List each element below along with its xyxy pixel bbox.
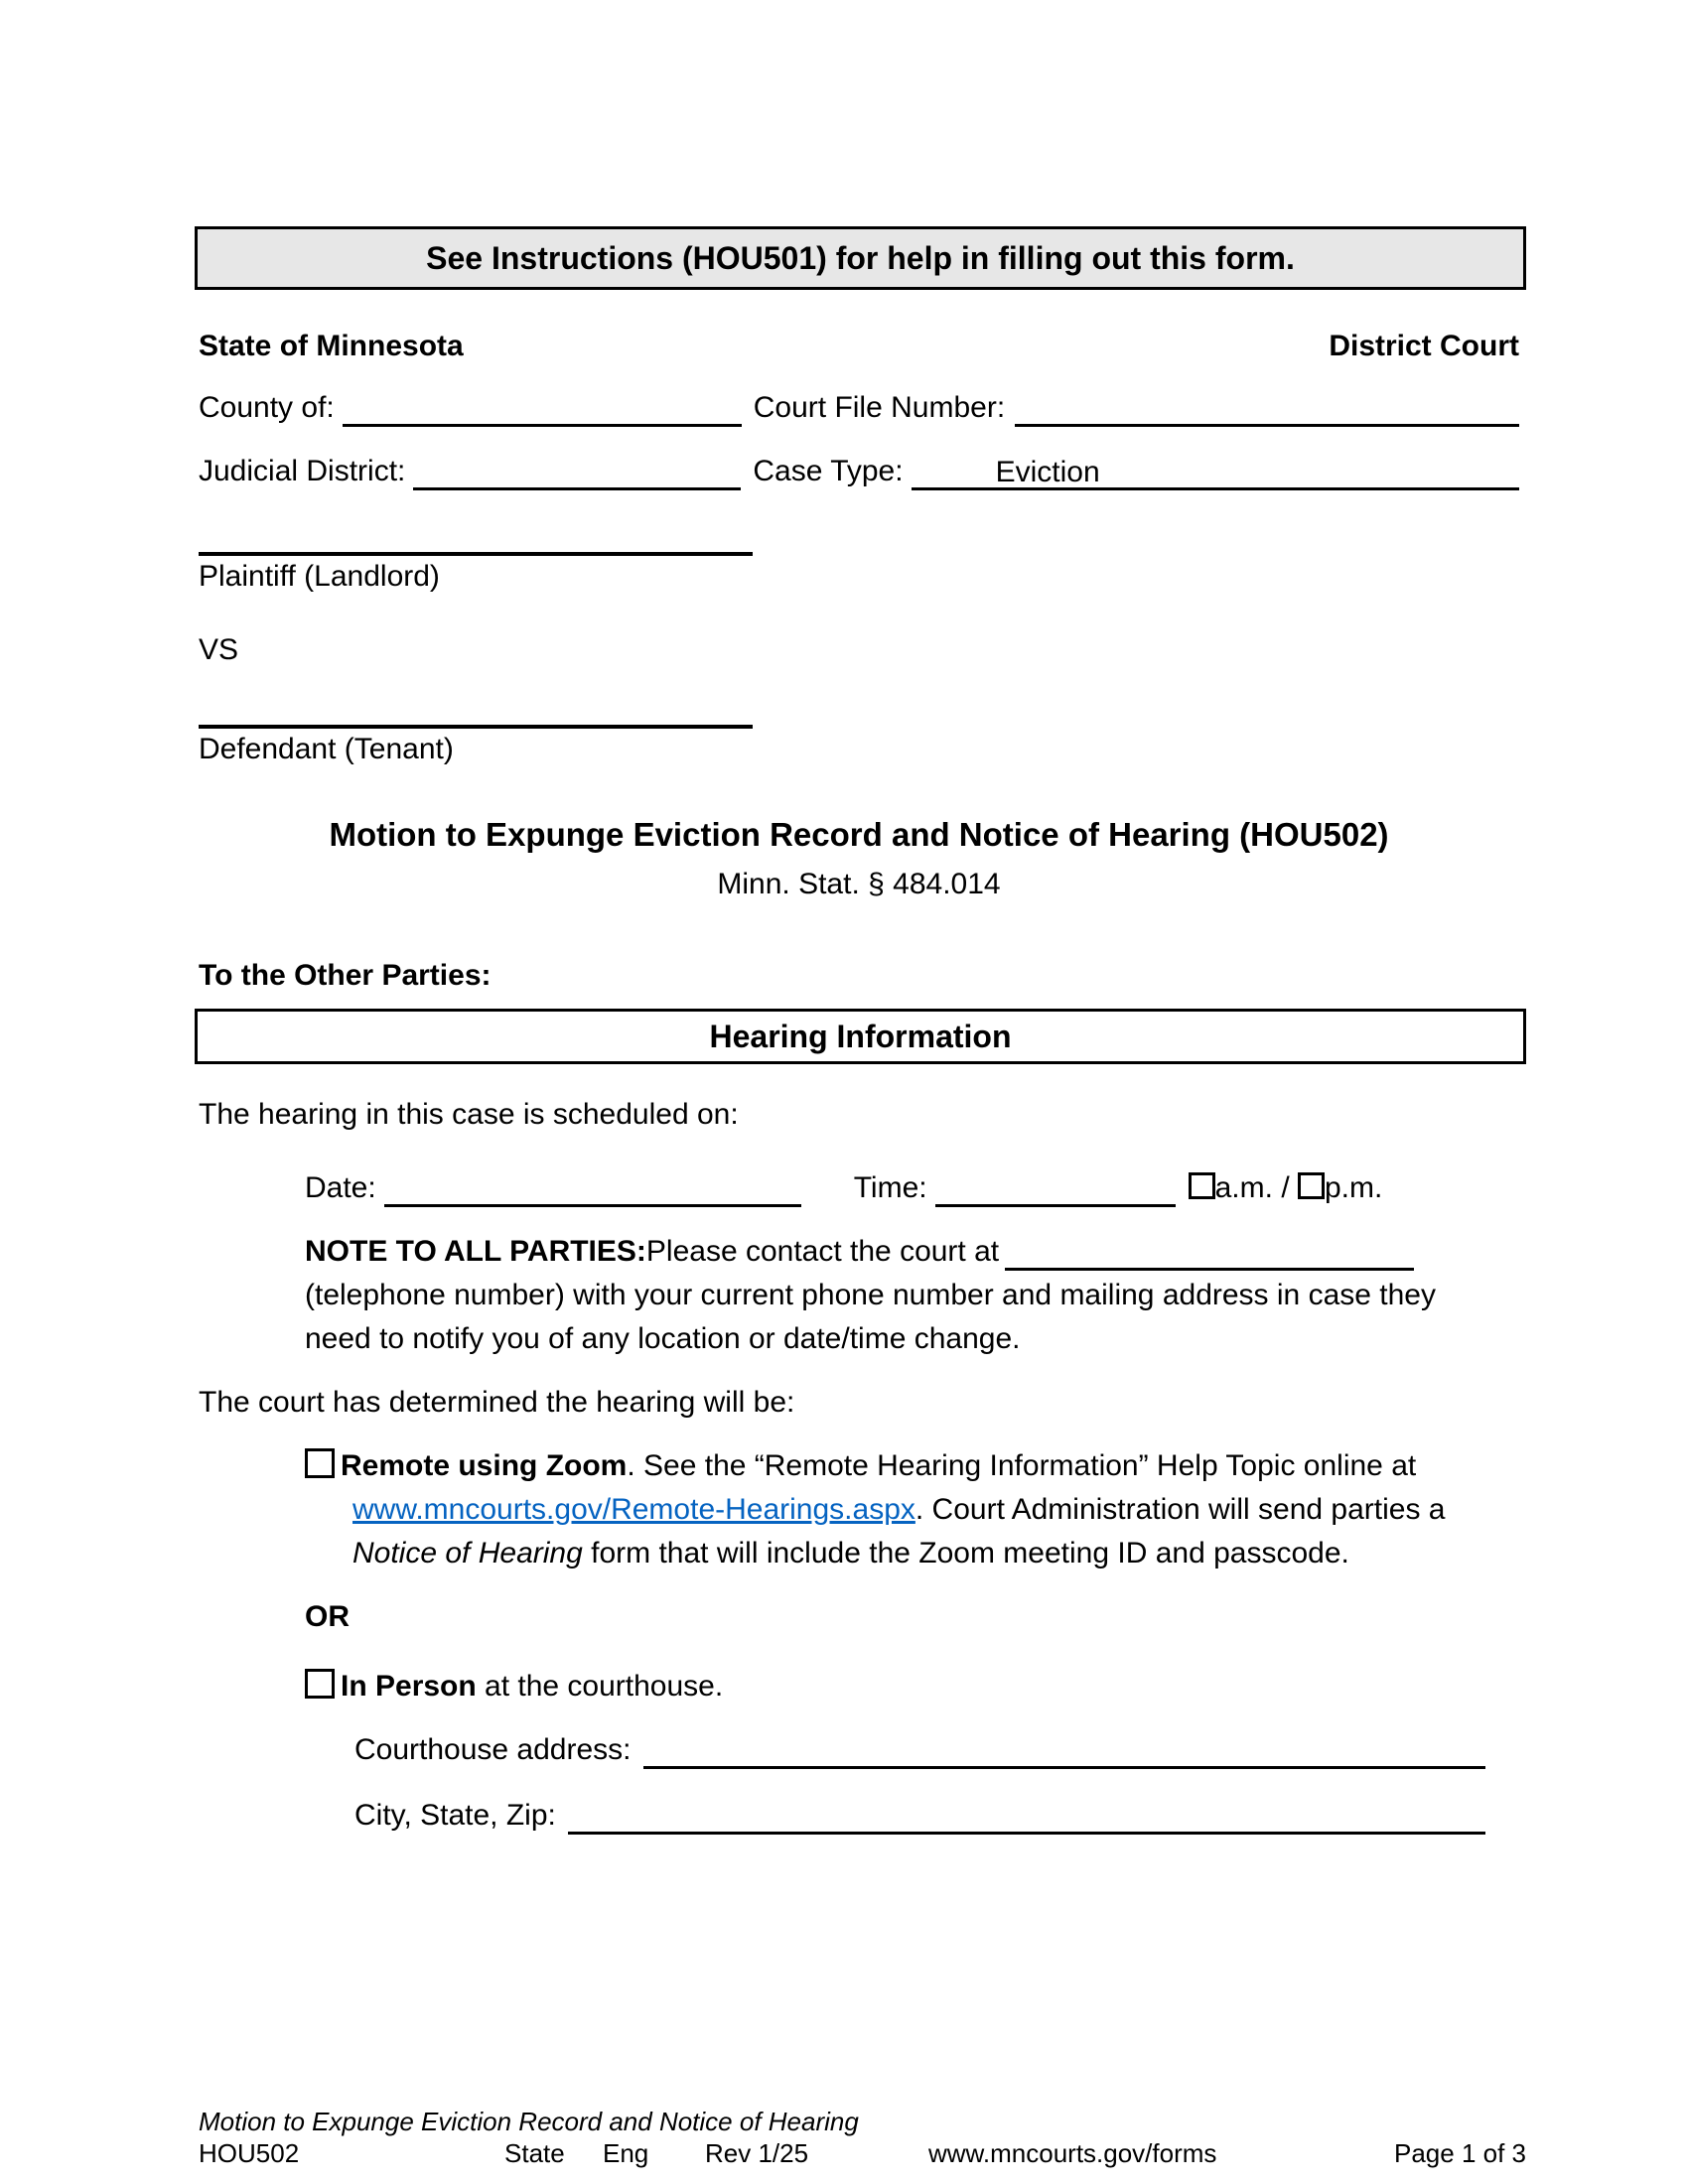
city-state-zip-field-blank[interactable]: [568, 1798, 1485, 1835]
time-field-blank[interactable]: [935, 1170, 1176, 1207]
in-person-bold: In Person: [341, 1670, 477, 1703]
remote-option-text1: . See the “Remote Hearing Information” Help Topic online at: [627, 1449, 1417, 1482]
courthouse-address-row: [354, 1731, 1485, 1769]
hearing-information-title: Hearing Information: [709, 1018, 1012, 1054]
remote-option-text3: form that will include the Zoom meeting ID and passcode.: [582, 1537, 1349, 1570]
footer-state: State: [504, 2138, 565, 2168]
footer-revision: Rev 1/25: [705, 2138, 809, 2168]
judicial-district-field-blank[interactable]: [413, 454, 741, 490]
in-person-checkbox[interactable]: [305, 1669, 335, 1699]
remote-option-text2: . Court Administration will send parties a: [914, 1493, 1446, 1526]
court-phone-field-blank[interactable]: [1005, 1234, 1414, 1271]
court-file-number-field-blank[interactable]: [1015, 390, 1519, 427]
remote-option-line1: [305, 1447, 1416, 1485]
hearing-information-section-header: [195, 1009, 1526, 1064]
date-time-row: [305, 1169, 1481, 1207]
statute-citation: Minn. Stat. § 484.014: [717, 868, 1001, 900]
court-determined-text: The court has determined the hearing will be:: [199, 1386, 795, 1419]
instruction-banner-text: See Instructions (HOU501) for help in filling out this form.: [426, 239, 1295, 276]
remote-checkbox[interactable]: [305, 1448, 335, 1478]
vs-label: VS: [199, 633, 239, 666]
case-type-field-blank[interactable]: [912, 454, 1519, 490]
city-state-zip-row: [354, 1797, 1485, 1835]
footer-page-number: Page 1 of 3: [1394, 2138, 1526, 2168]
to-other-parties-heading: To the Other Parties:: [199, 959, 492, 992]
scheduled-on-text: The hearing in this case is scheduled on:: [199, 1098, 739, 1131]
date-label: Date:: [305, 1171, 376, 1204]
or-label: OR: [305, 1600, 350, 1633]
remote-option-line2: [352, 1491, 1445, 1529]
ampm-separator: /: [1281, 1171, 1290, 1204]
court-header-row: [199, 328, 1519, 365]
defendant-name-line[interactable]: [199, 725, 753, 729]
case-type-label: Case Type:: [753, 455, 904, 487]
plaintiff-label: Plaintiff (Landlord): [199, 560, 440, 593]
city-state-zip-label: City, State, Zip:: [354, 1799, 556, 1832]
footer-form-name: Motion to Expunge Eviction Record and Notice of Hearing: [199, 2107, 859, 2136]
remote-option-bold: Remote using Zoom: [341, 1449, 628, 1482]
remote-hearings-link[interactable]: www.mncourts.gov/Remote-Hearings.aspx: [352, 1493, 915, 1526]
state-label: State of Minnesota: [199, 330, 464, 362]
note-to-parties-bold: NOTE TO ALL PARTIES:: [305, 1235, 646, 1268]
defendant-label: Defendant (Tenant): [199, 733, 454, 765]
notice-of-hearing-italic: Notice of Hearing: [352, 1537, 583, 1570]
county-caseno-row: [199, 389, 1519, 427]
district-court-label: District Court: [1329, 330, 1519, 362]
note-to-parties-text: Please contact the court at: [645, 1235, 1000, 1268]
time-label: Time:: [853, 1171, 927, 1204]
note-to-parties-line2: (telephone number) with your current phone number and mailing address in case they: [305, 1279, 1436, 1311]
plaintiff-name-line[interactable]: [199, 552, 753, 556]
instruction-banner: [195, 226, 1526, 290]
judicial-district-label: Judicial District:: [199, 455, 406, 487]
pm-label: p.m.: [1325, 1171, 1383, 1204]
note-to-parties-line1: [305, 1233, 1414, 1271]
note-to-parties-line3: need to notify you of any location or date/time change.: [305, 1322, 1021, 1355]
am-label: a.m.: [1214, 1171, 1273, 1204]
footer-form-code: HOU502: [199, 2138, 300, 2168]
courthouse-address-field-blank[interactable]: [643, 1732, 1486, 1769]
in-person-text: at the courthouse.: [476, 1670, 724, 1703]
court-file-number-label: Court File Number:: [753, 391, 1006, 424]
am-checkbox[interactable]: [1189, 1172, 1215, 1199]
case-type-value: Eviction: [995, 456, 1100, 488]
date-field-blank[interactable]: [384, 1170, 801, 1207]
county-field-blank[interactable]: [343, 390, 742, 427]
footer-meta-row: [0, 2138, 1688, 2170]
remote-option-line3: [352, 1535, 1349, 1572]
footer-website: www.mncourts.gov/forms: [928, 2138, 1217, 2168]
district-casetype-row: [199, 453, 1519, 490]
courthouse-address-label: Courthouse address:: [354, 1733, 632, 1766]
footer-language: Eng: [603, 2138, 649, 2168]
form-title: Motion to Expunge Eviction Record and Notice of Hearing (HOU502): [329, 816, 1389, 853]
in-person-option-line: [305, 1668, 723, 1706]
pm-checkbox[interactable]: [1298, 1172, 1325, 1199]
ampm-group: [1189, 1169, 1383, 1207]
county-label: County of:: [199, 391, 335, 424]
